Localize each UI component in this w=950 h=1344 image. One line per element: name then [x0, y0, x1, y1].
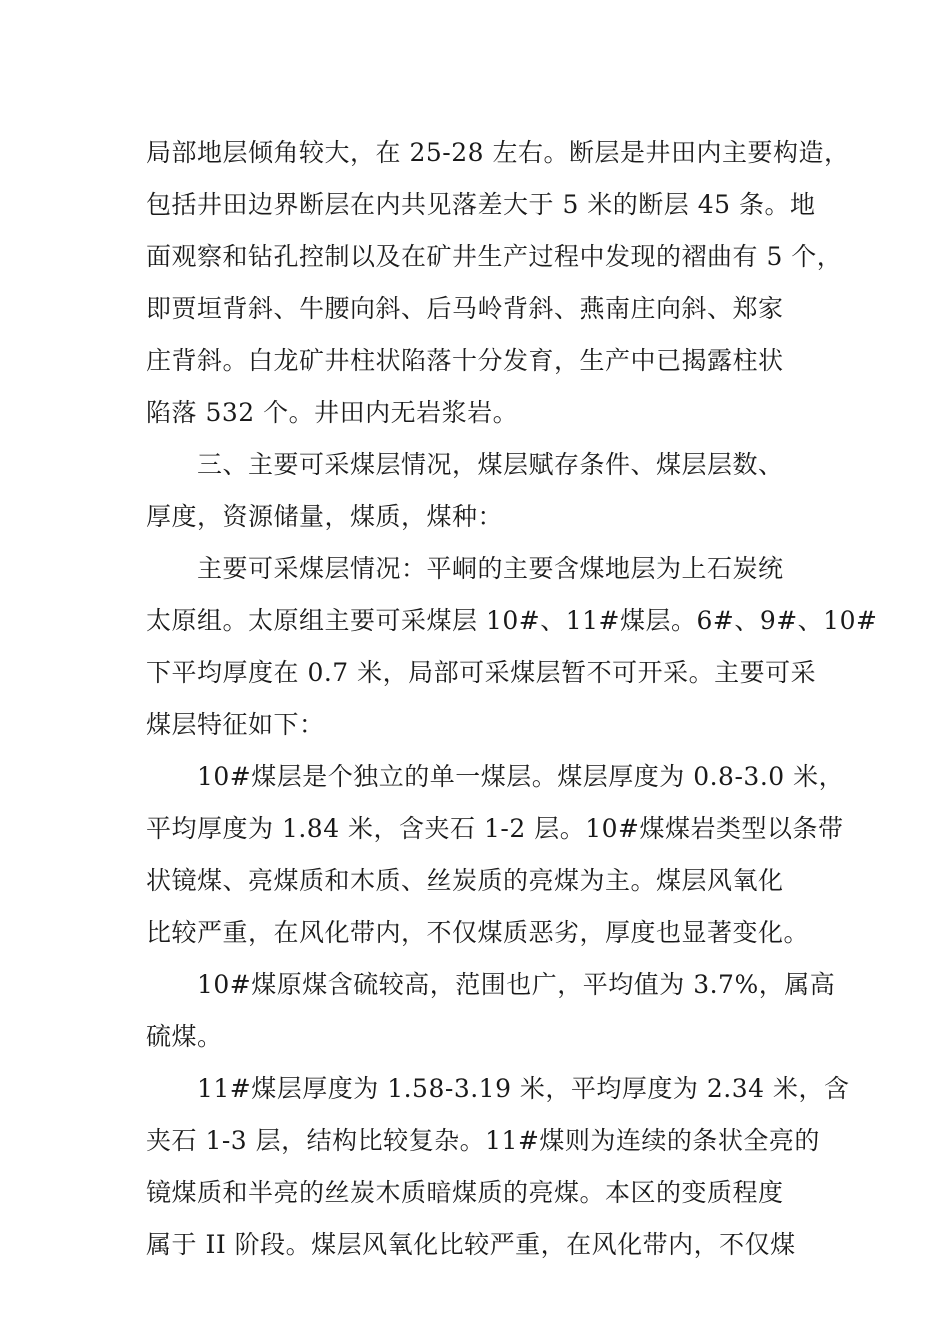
text-line: 10#煤原煤含硫较高，范围也广，平均值为 3.7%，属高	[146, 970, 836, 999]
text-line: 状镜煤、亮煤质和木质、丝炭质的亮煤为主。煤层风氧化	[146, 866, 784, 895]
text-line: 10#煤层是个独立的单一煤层。煤层厚度为 0.8-3.0 米，	[146, 762, 845, 791]
text-line: 太原组。太原组主要可采煤层 10#、11#煤层。6#、9#、10#	[146, 606, 878, 635]
text-line: 下平均厚度在 0.7 米，局部可采煤层暂不可开采。主要可采	[146, 658, 817, 687]
paragraph-main-seams	[146, 543, 878, 751]
text-line: 局部地层倾角较大，在 25-28 左右。断层是井田内主要构造，	[146, 138, 850, 167]
text-line: 面观察和钻孔控制以及在矿井生产过程中发现的褶曲有 5 个，	[146, 242, 843, 271]
text-line: 即贾垣背斜、牛腰向斜、后马岭背斜、燕南庄向斜、郑家	[146, 294, 784, 323]
text-line: 包括井田边界断层在内共见落差大于 5 米的断层 45 条。地	[146, 190, 816, 219]
text-line: 硫煤。	[146, 1022, 223, 1051]
text-line: 三、主要可采煤层情况，煤层赋存条件、煤层层数、	[146, 450, 784, 479]
paragraph-seam-11	[146, 1063, 850, 1271]
text-line: 镜煤质和半亮的丝炭木质暗煤质的亮煤。本区的变质程度	[146, 1178, 784, 1207]
paragraph-geology-structure	[146, 127, 850, 439]
text-line: 陷落 532 个。井田内无岩浆岩。	[146, 398, 519, 427]
text-line: 煤层特征如下：	[146, 710, 325, 739]
paragraph-seam-10	[146, 751, 845, 959]
text-line: 庄背斜。白龙矿井柱状陷落十分发育，生产中已揭露柱状	[146, 346, 784, 375]
text-line: 厚度，资源储量，煤质，煤种：	[146, 502, 504, 531]
text-line: 11#煤层厚度为 1.58-3.19 米，平均厚度为 2.34 米，含	[146, 1074, 850, 1103]
paragraph-seam-10-sulfur	[146, 959, 836, 1063]
text-line: 比较严重，在风化带内，不仅煤质恶劣，厚度也显著变化。	[146, 918, 810, 947]
document-body	[146, 127, 878, 1271]
text-line: 夹石 1-3 层，结构比较复杂。11#煤则为连续的条状全亮的	[146, 1126, 820, 1155]
text-line: 主要可采煤层情况：平峒的主要含煤地层为上石炭统	[146, 554, 784, 583]
text-line: 属于 II 阶段。煤层风氧化比较严重，在风化带内，不仅煤	[146, 1230, 796, 1259]
section-heading-coal-seams	[146, 439, 811, 543]
text-line: 平均厚度为 1.84 米，含夹石 1-2 层。10#煤煤岩类型以条带	[146, 814, 844, 843]
